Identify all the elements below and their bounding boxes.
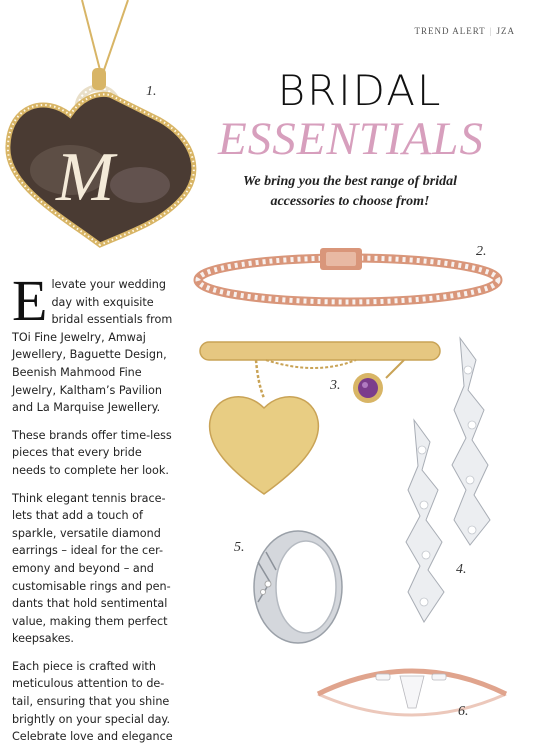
magazine-logo: JZA [496,26,515,36]
item-number-2: 2. [476,244,487,259]
body-paragraph-4: Each piece is crafted with meticulous attention to de-tail, ensuring that you shine brightly on your special day. Celebrate love and elegance [12,659,173,744]
subtitle-line2: accessories to choose from! [270,194,430,209]
item-number-3: 3. [330,378,341,393]
section-header [414,26,515,36]
subtitle [230,172,470,212]
subtitle-line1: We bring you the best range of bridal [242,174,458,189]
tennis-bracelet-image [192,242,504,312]
item-number-1: 1. [146,84,157,99]
rose-gold-cuff-image [312,650,512,730]
body-paragraph-1 [12,268,177,417]
section-label: TREND ALERT [414,26,486,36]
item-number-5: 5. [234,540,245,555]
diamond-earrings-image [398,330,510,630]
white-gold-ring-image [236,522,346,652]
article-body [12,268,177,756]
item-number-6: 6. [458,704,469,719]
body-paragraph-2: These brands offer time-less pieces that every bride needs to complete her look. [12,428,172,477]
item-number-4: 4. [456,562,467,577]
body-paragraph-1-text: levate your wedding day with exquisite bridal essentials from TOi Fine Jewelry, Amwaj Jewellery, Baguette Design, Beenish Mahmood Fine Jewelry, Kaltham’s Pavilion and La Marquise Jewellery. [12,278,173,415]
header-separator: | [489,26,493,36]
page-title-line1: BRIDAL [277,66,443,115]
page-title-line2: ESSENTIALS [218,113,484,165]
drop-cap: E [12,268,48,333]
body-paragraph-3: Think elegant tennis brace-lets that add a touch of sparkle, versatile diamond earrings – ideal for the cer-emony and beyond – and customisable rings and pen-dants that hold sentimental value, making them perfect keepsakes. [12,491,171,646]
pendant-initial: M [56,139,115,216]
